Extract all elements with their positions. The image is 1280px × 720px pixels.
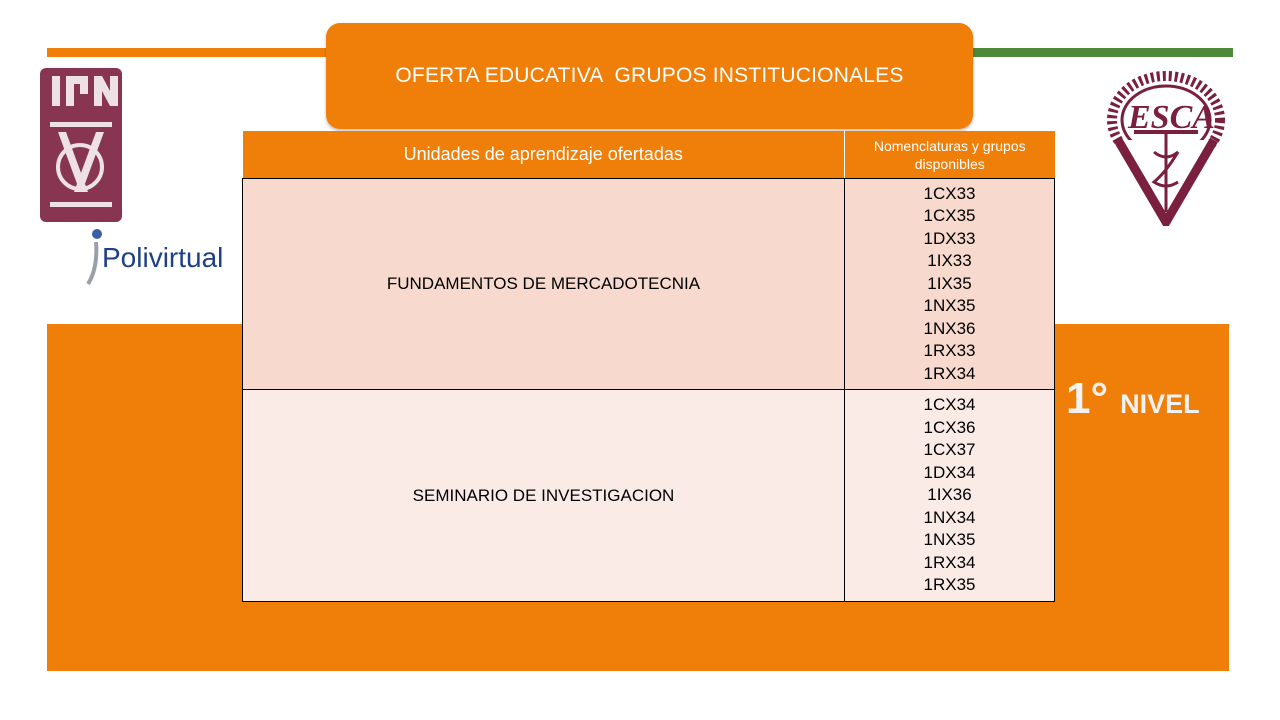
polivirtual-logo: [84, 228, 234, 288]
group-code: 1CX33: [923, 183, 976, 203]
group-code: 1CX34: [923, 395, 976, 415]
group-code: 1DX33: [923, 228, 976, 248]
group-code: 1CX37: [923, 440, 976, 460]
group-code: 1IX33: [927, 251, 972, 271]
group-code: 1CX36: [923, 417, 976, 437]
group-code: 1IX36: [927, 485, 972, 505]
table-row: [243, 179, 1055, 390]
group-code: 1RX33: [923, 341, 976, 361]
svg-text:ESCA: ESCA: [1128, 99, 1215, 136]
level-indicator: [1066, 374, 1200, 424]
unit-name: FUNDAMENTOS DE MERCADOTECNIA: [243, 179, 845, 390]
group-code: 1DX34: [923, 462, 976, 482]
group-code: 1RX34: [923, 552, 976, 572]
level-number: 1°: [1066, 374, 1109, 423]
group-list: [845, 390, 1055, 602]
group-code: 1NX34: [923, 507, 976, 527]
page-title: OFERTA EDUCATIVA GRUPOS INSTITUCIONALES: [326, 23, 973, 129]
course-offer-table: [242, 131, 1055, 602]
green-rule: [960, 48, 1233, 57]
esca-logo-icon: [1104, 62, 1228, 226]
header-units: Unidades de aprendizaje ofertadas: [243, 131, 845, 179]
header-groups: Nomenclaturas y grupos disponibles: [845, 131, 1055, 179]
group-code: 1NX36: [923, 318, 976, 338]
group-code: 1CX35: [923, 206, 976, 226]
group-code: 1RX35: [923, 575, 976, 595]
group-code: 1NX35: [923, 296, 976, 316]
polivirtual-text: Polivirtual: [102, 242, 224, 273]
orange-rule: [47, 48, 337, 57]
group-code: 1IX35: [927, 273, 972, 293]
level-label: NIVEL: [1120, 389, 1200, 419]
group-list: [845, 179, 1055, 390]
polivirtual-swoosh-icon: [84, 228, 104, 288]
table-header-row: [243, 131, 1055, 179]
unit-name: SEMINARIO DE INVESTIGACION: [243, 390, 845, 602]
ipn-logo-icon: [30, 62, 132, 228]
table-row: [243, 390, 1055, 602]
group-code: 1NX35: [923, 530, 976, 550]
group-code: 1RX34: [923, 363, 976, 383]
